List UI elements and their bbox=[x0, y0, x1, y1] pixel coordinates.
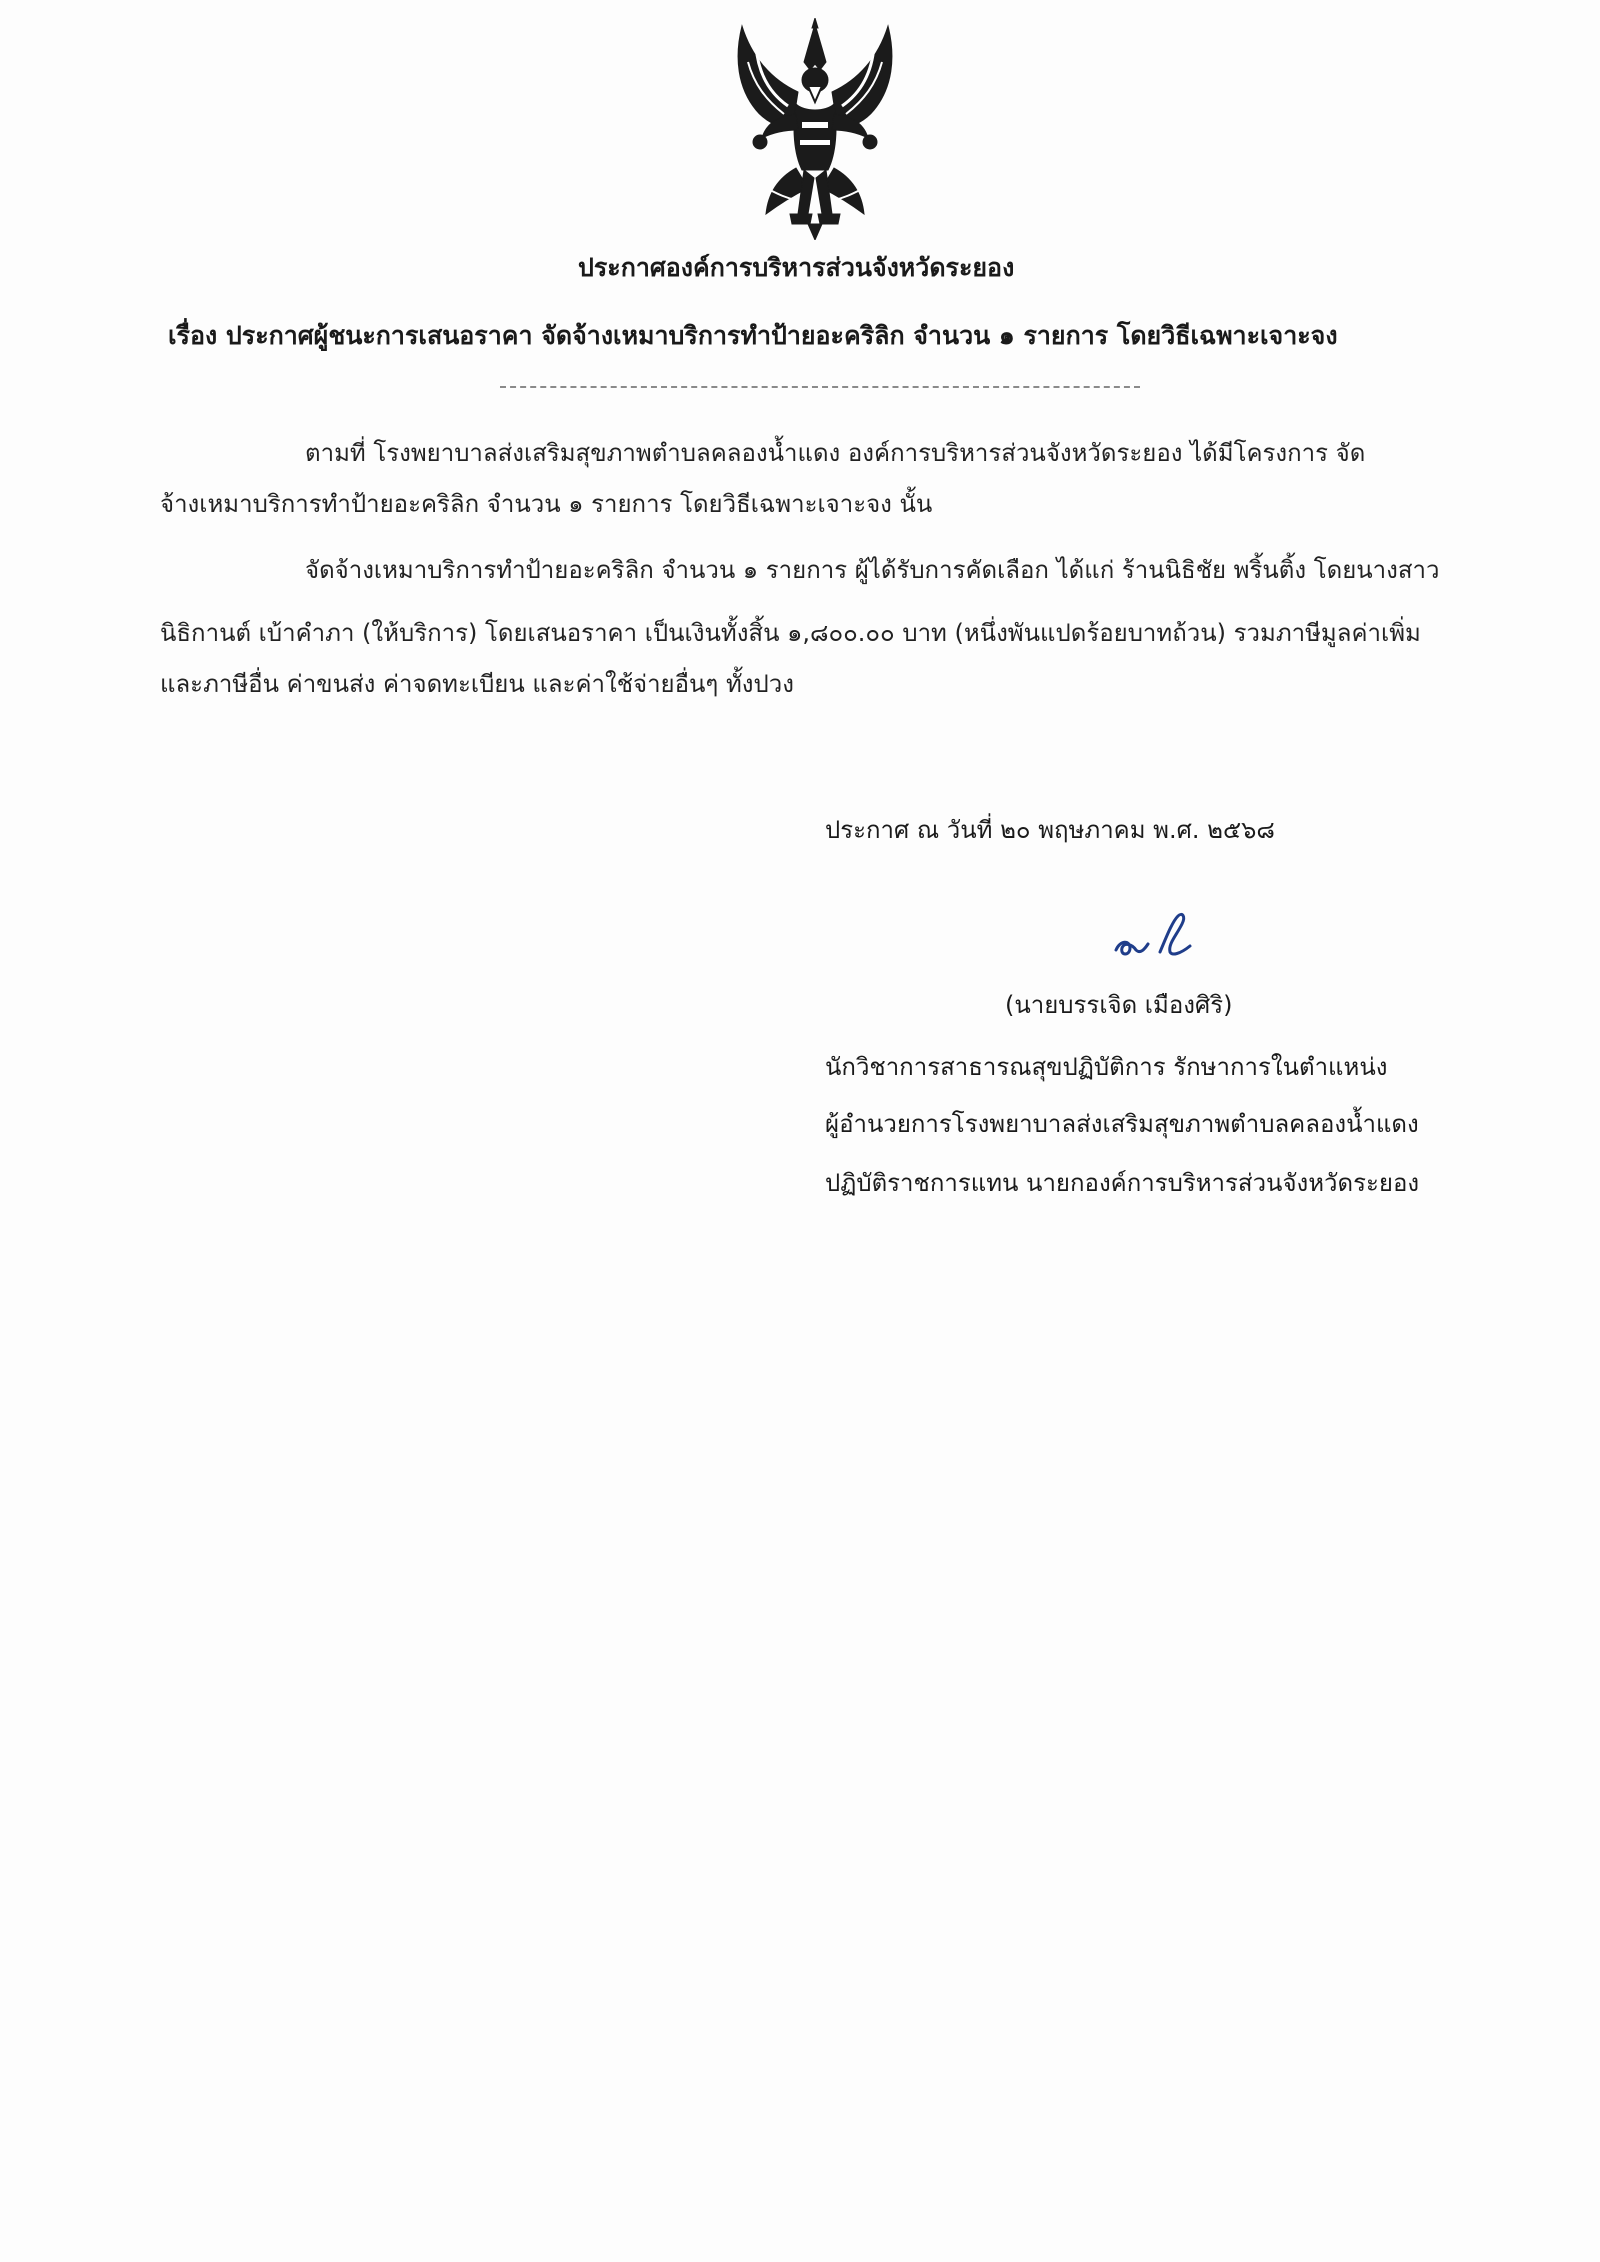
handwritten-signature bbox=[1110, 910, 1202, 962]
body-paragraph-2-line-2: นิธิกานต์ เบ้าคำภา (ให้บริการ) โดยเสนอราคา เป็นเงินทั้งสิ้น ๑,๘๐๐.๐๐ บาท (หนึ่งพันแปดร้อยบาทถ้วน) รวมภาษีมูลค่าเพิ่ม bbox=[160, 619, 1421, 647]
document-title: ประกาศองค์การบริหารส่วนจังหวัดระยอง bbox=[578, 253, 1015, 282]
body-paragraph-2-line-3: และภาษีอื่น ค่าขนส่ง ค่าจดทะเบียน และค่าใช้จ่ายอื่นๆ ทั้งปวง bbox=[160, 670, 794, 698]
body-paragraph-1-line-2: จ้างเหมาบริการทำป้ายอะคริลิก จำนวน ๑ รายการ โดยวิธีเฉพาะเจาะจง นั้น bbox=[160, 490, 933, 518]
garuda-emblem-icon bbox=[712, 18, 918, 240]
body-paragraph-2-line-1: จัดจ้างเหมาบริการทำป้ายอะคริลิก จำนวน ๑ รายการ ผู้ได้รับการคัดเลือก ได้แก่ ร้านนิธิชัย พริ้นติ้ง โดยนางสาว bbox=[305, 556, 1440, 584]
signer-position-line-2: ผู้อำนวยการโรงพยาบาลส่งเสริมสุขภาพตำบลคลองน้ำแดง bbox=[825, 1110, 1419, 1138]
announce-date: ประกาศ ณ วันที่ ๒๐ พฤษภาคม พ.ศ. ๒๕๖๘ bbox=[825, 816, 1275, 844]
signer-position-line-3: ปฏิบัติราชการแทน นายกองค์การบริหารส่วนจังหวัดระยอง bbox=[825, 1169, 1420, 1197]
signer-position-line-1: นักวิชาการสาธารณสุขปฏิบัติการ รักษาการในตำแหน่ง bbox=[825, 1053, 1388, 1081]
dashed-divider bbox=[500, 386, 1140, 388]
signer-name: (นายบรรเจิด เมืองศิริ) bbox=[1005, 991, 1233, 1019]
body-paragraph-1-line-1: ตามที่ โรงพยาบาลส่งเสริมสุขภาพตำบลคลองน้ำแดง องค์การบริหารส่วนจังหวัดระยอง ได้มีโครงการ จัด bbox=[305, 439, 1366, 467]
document-subject: เรื่อง ประกาศผู้ชนะการเสนอราคา จัดจ้างเหมาบริการทำป้ายอะคริลิก จำนวน ๑ รายการ โดยวิธีเฉพาะเจาะจง bbox=[168, 321, 1338, 350]
